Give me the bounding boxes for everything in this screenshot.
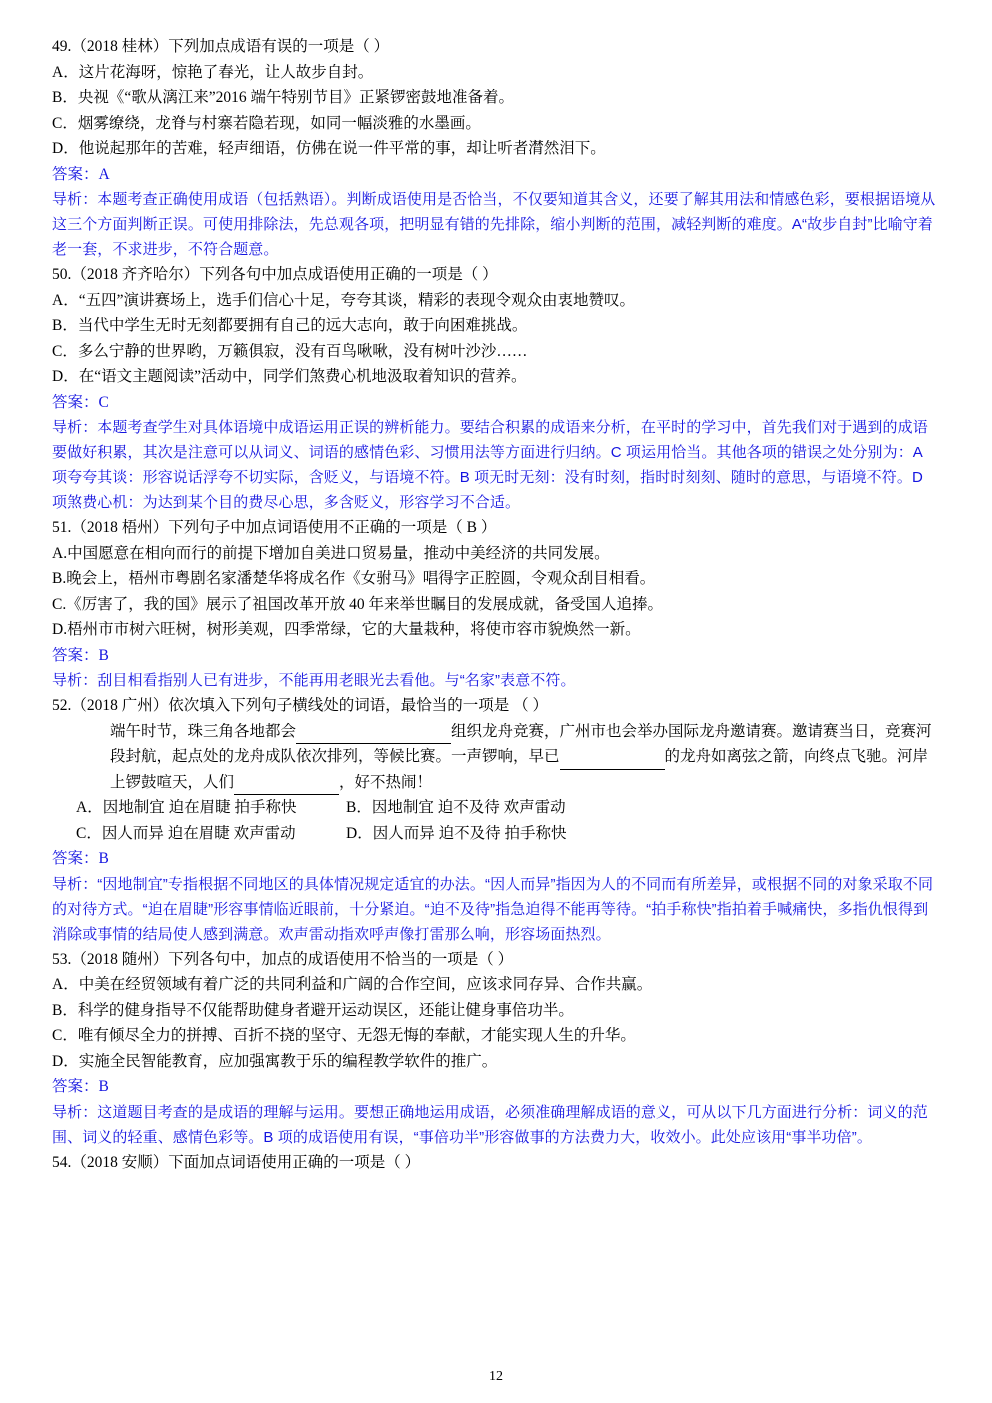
passage-part-3: 的龙舟如离弦之箭，向终点飞驰。河岸上锣鼓喧天，人们 bbox=[110, 748, 929, 791]
option-c: C．烟雾缭绕，龙脊与村寨若隐若现，如同一幅淡雅的水墨画。 bbox=[52, 114, 481, 132]
passage-part-4: ，好不热闹！ bbox=[339, 773, 433, 791]
question-block-53 bbox=[52, 947, 940, 1150]
option-d: D．在“语文主题阅读”活动中，同学们煞费心机地汲取着知识的营养。 bbox=[52, 368, 527, 385]
cloze-passage bbox=[52, 719, 940, 796]
blank-3 bbox=[234, 779, 339, 795]
question-block-52 bbox=[52, 693, 940, 947]
answer-line: 答案：A bbox=[52, 165, 110, 183]
explanation-text: 导析：“因地制宜”专指根据不同地区的具体情况规定适宜的办法。“因人而异”指因为人的不同而有所差异，或根据不同的对象采取不同的对待方式。“迫在眉睫”形容事情临近眼前，十分紧迫。“迫不及待”指急迫得不能再等待。“拍手称快”指拍着手喊痛快，多指仇恨得到消除或事情的结局使人感到满意。欢声雷动指欢呼声像打雷那么响，形容场面热烈。 bbox=[52, 875, 934, 943]
option-b: B．当代中学生无时无刻都要拥有自己的远大志向，敢于向困难挑战。 bbox=[52, 317, 528, 334]
explanation-text: 导析：本题考查学生对具体语境中成语运用正误的辨析能力。要结合积累的成语来分析，在平时的学习中，首先我们对于遇到的成语要做好积累，其次是注意可以从词义、词语的感情色彩、习惯用法等方面进行归纳。C 项运用恰当。其他各项的错误之处分别为：A 项夸夸其谈：形容说话浮夸不切实际，含贬义，与语境不符。B 项无时无刻：没有时刻，指时时刻刻、随时的意思，与语境不符。D 项煞费心机：为达到某个目的费尽心思，多含贬义，形容学习不合适。 bbox=[52, 419, 928, 511]
option-row-2 bbox=[52, 821, 940, 847]
blank-2 bbox=[560, 754, 665, 770]
option-c: C.《厉害了，我的国》展示了祖国改革开放 40 年来举世瞩目的发展成就，备受国人追捧。 bbox=[52, 595, 663, 613]
question-stem: 50.（2018 齐齐哈尔）下列各句中加点成语使用正确的一项是（ ） bbox=[52, 266, 498, 283]
question-block-49 bbox=[52, 34, 940, 262]
question-block-54 bbox=[52, 1150, 940, 1176]
answer-line: 答案：B bbox=[52, 850, 109, 867]
question-stem: 52.（2018 广州）依次填入下列句子横线处的词语，最恰当的一项是 （ ） bbox=[52, 697, 549, 714]
option-row-1 bbox=[52, 795, 940, 821]
option-c: C．唯有倾尽全力的拼搏、百折不挠的坚守、无怨无悔的奉献，才能实现人生的升华。 bbox=[52, 1027, 636, 1044]
option-d: D.梧州市市树六旺树，树形美观，四季常绿，它的大量栽种，将使市容市貌焕然一新。 bbox=[52, 621, 641, 638]
option-b: B．央视《“歌从漓江来”2016 端午特别节目》正紧锣密鼓地准备着。 bbox=[52, 89, 514, 106]
option-a: A．这片花海呀，惊艳了春光，让人故步自封。 bbox=[52, 63, 374, 81]
option-c: C．因人而异 迫在眉睫 欢声雷动 bbox=[76, 824, 296, 842]
option-a: A．因地制宜 迫在眉睫 拍手称快 bbox=[76, 799, 297, 816]
option-a: A.中国愿意在相向而行的前提下增加自美进口贸易量，推动中美经济的共同发展。 bbox=[52, 544, 610, 562]
explanation-text: 导析：刮目相看指别人已有进步，不能再用老眼光去看他。与“名家”表意不符。 bbox=[52, 672, 576, 689]
option-b: B．因地制宜 迫不及待 欢声雷动 bbox=[346, 799, 566, 816]
explanation-text: 导析：这道题目考查的是成语的理解与运用。要想正确地运用成语，必须准确理解成语的意义，可从以下几方面进行分析：词义的范围、词义的轻重、感情色彩等。B 项的成语使用有误，“事倍功半”形容做事的方法费力大，收效小。此处应该用“事半功倍”。 bbox=[52, 1103, 928, 1146]
blank-1 bbox=[296, 728, 451, 744]
passage-part-1: 端午时节，珠三角各地都会 bbox=[110, 722, 297, 740]
passage-part-2: 组织龙舟竞赛，广州市也会举办国际龙舟邀请赛。邀请赛当日，竞赛河段封航，起点处的龙舟成队依次排列，等候比赛。一声锣响，早已 bbox=[110, 722, 932, 765]
option-b: B.晚会上，梧州市粤剧名家潘楚华将成名作《女驸马》唱得字正腔圆，令观众刮目相看。 bbox=[52, 570, 656, 587]
question-block-51 bbox=[52, 515, 940, 693]
question-stem: 49.（2018 桂林）下列加点成语有误的一项是（ ） bbox=[52, 38, 390, 55]
answer-line: 答案：B bbox=[52, 1078, 109, 1095]
question-stem: 54.（2018 安顺）下面加点词语使用正确的一项是（ ） bbox=[52, 1153, 421, 1171]
option-d: D．实施全民智能教育，应加强寓教于乐的编程教学软件的推广。 bbox=[52, 1052, 498, 1070]
option-d: D．他说起那年的苦难，轻声细语，仿佛在说一件平常的事，却让听者潸然泪下。 bbox=[52, 140, 606, 157]
option-a: A．中美在经贸领域有着广泛的共同利益和广阔的合作空间，应该求同存异、合作共赢。 bbox=[52, 976, 653, 993]
question-stem: 53.（2018 随州）下列各句中，加点的成语使用不恰当的一项是（ ） bbox=[52, 950, 514, 968]
option-d: D．因人而异 迫不及待 拍手称快 bbox=[346, 824, 567, 842]
question-stem: 51.（2018 梧州）下列句子中加点词语使用不正确的一项是（ B ） bbox=[52, 519, 497, 536]
answer-line: 答案：C bbox=[52, 393, 109, 411]
page-number: 12 bbox=[489, 1369, 503, 1384]
question-block-50 bbox=[52, 262, 940, 515]
option-a: A．“五四”演讲赛场上，选手们信心十足，夸夸其谈，精彩的表现令观众由衷地赞叹。 bbox=[52, 291, 635, 309]
answer-line: 答案：B bbox=[52, 646, 109, 664]
explanation-text: 导析：本题考查正确使用成语（包括熟语）。判断成语使用是否恰当，不仅要知道其含义，还要了解其用法和情感色彩，要根据语境从这三个方面判断正误。可使用排除法，先总观各项，把明显有错的先排除，缩小判断的范围，减轻判断的难度。A“故步自封”比喻守着老一套，不求进步，不符合题意。 bbox=[52, 191, 936, 258]
option-c: C．多么宁静的世界哟，万籁俱寂，没有百鸟啾啾，没有树叶沙沙…… bbox=[52, 342, 528, 360]
option-b: B．科学的健身指导不仅能帮助健身者避开运动误区，还能让健身事倍功半。 bbox=[52, 1001, 574, 1019]
